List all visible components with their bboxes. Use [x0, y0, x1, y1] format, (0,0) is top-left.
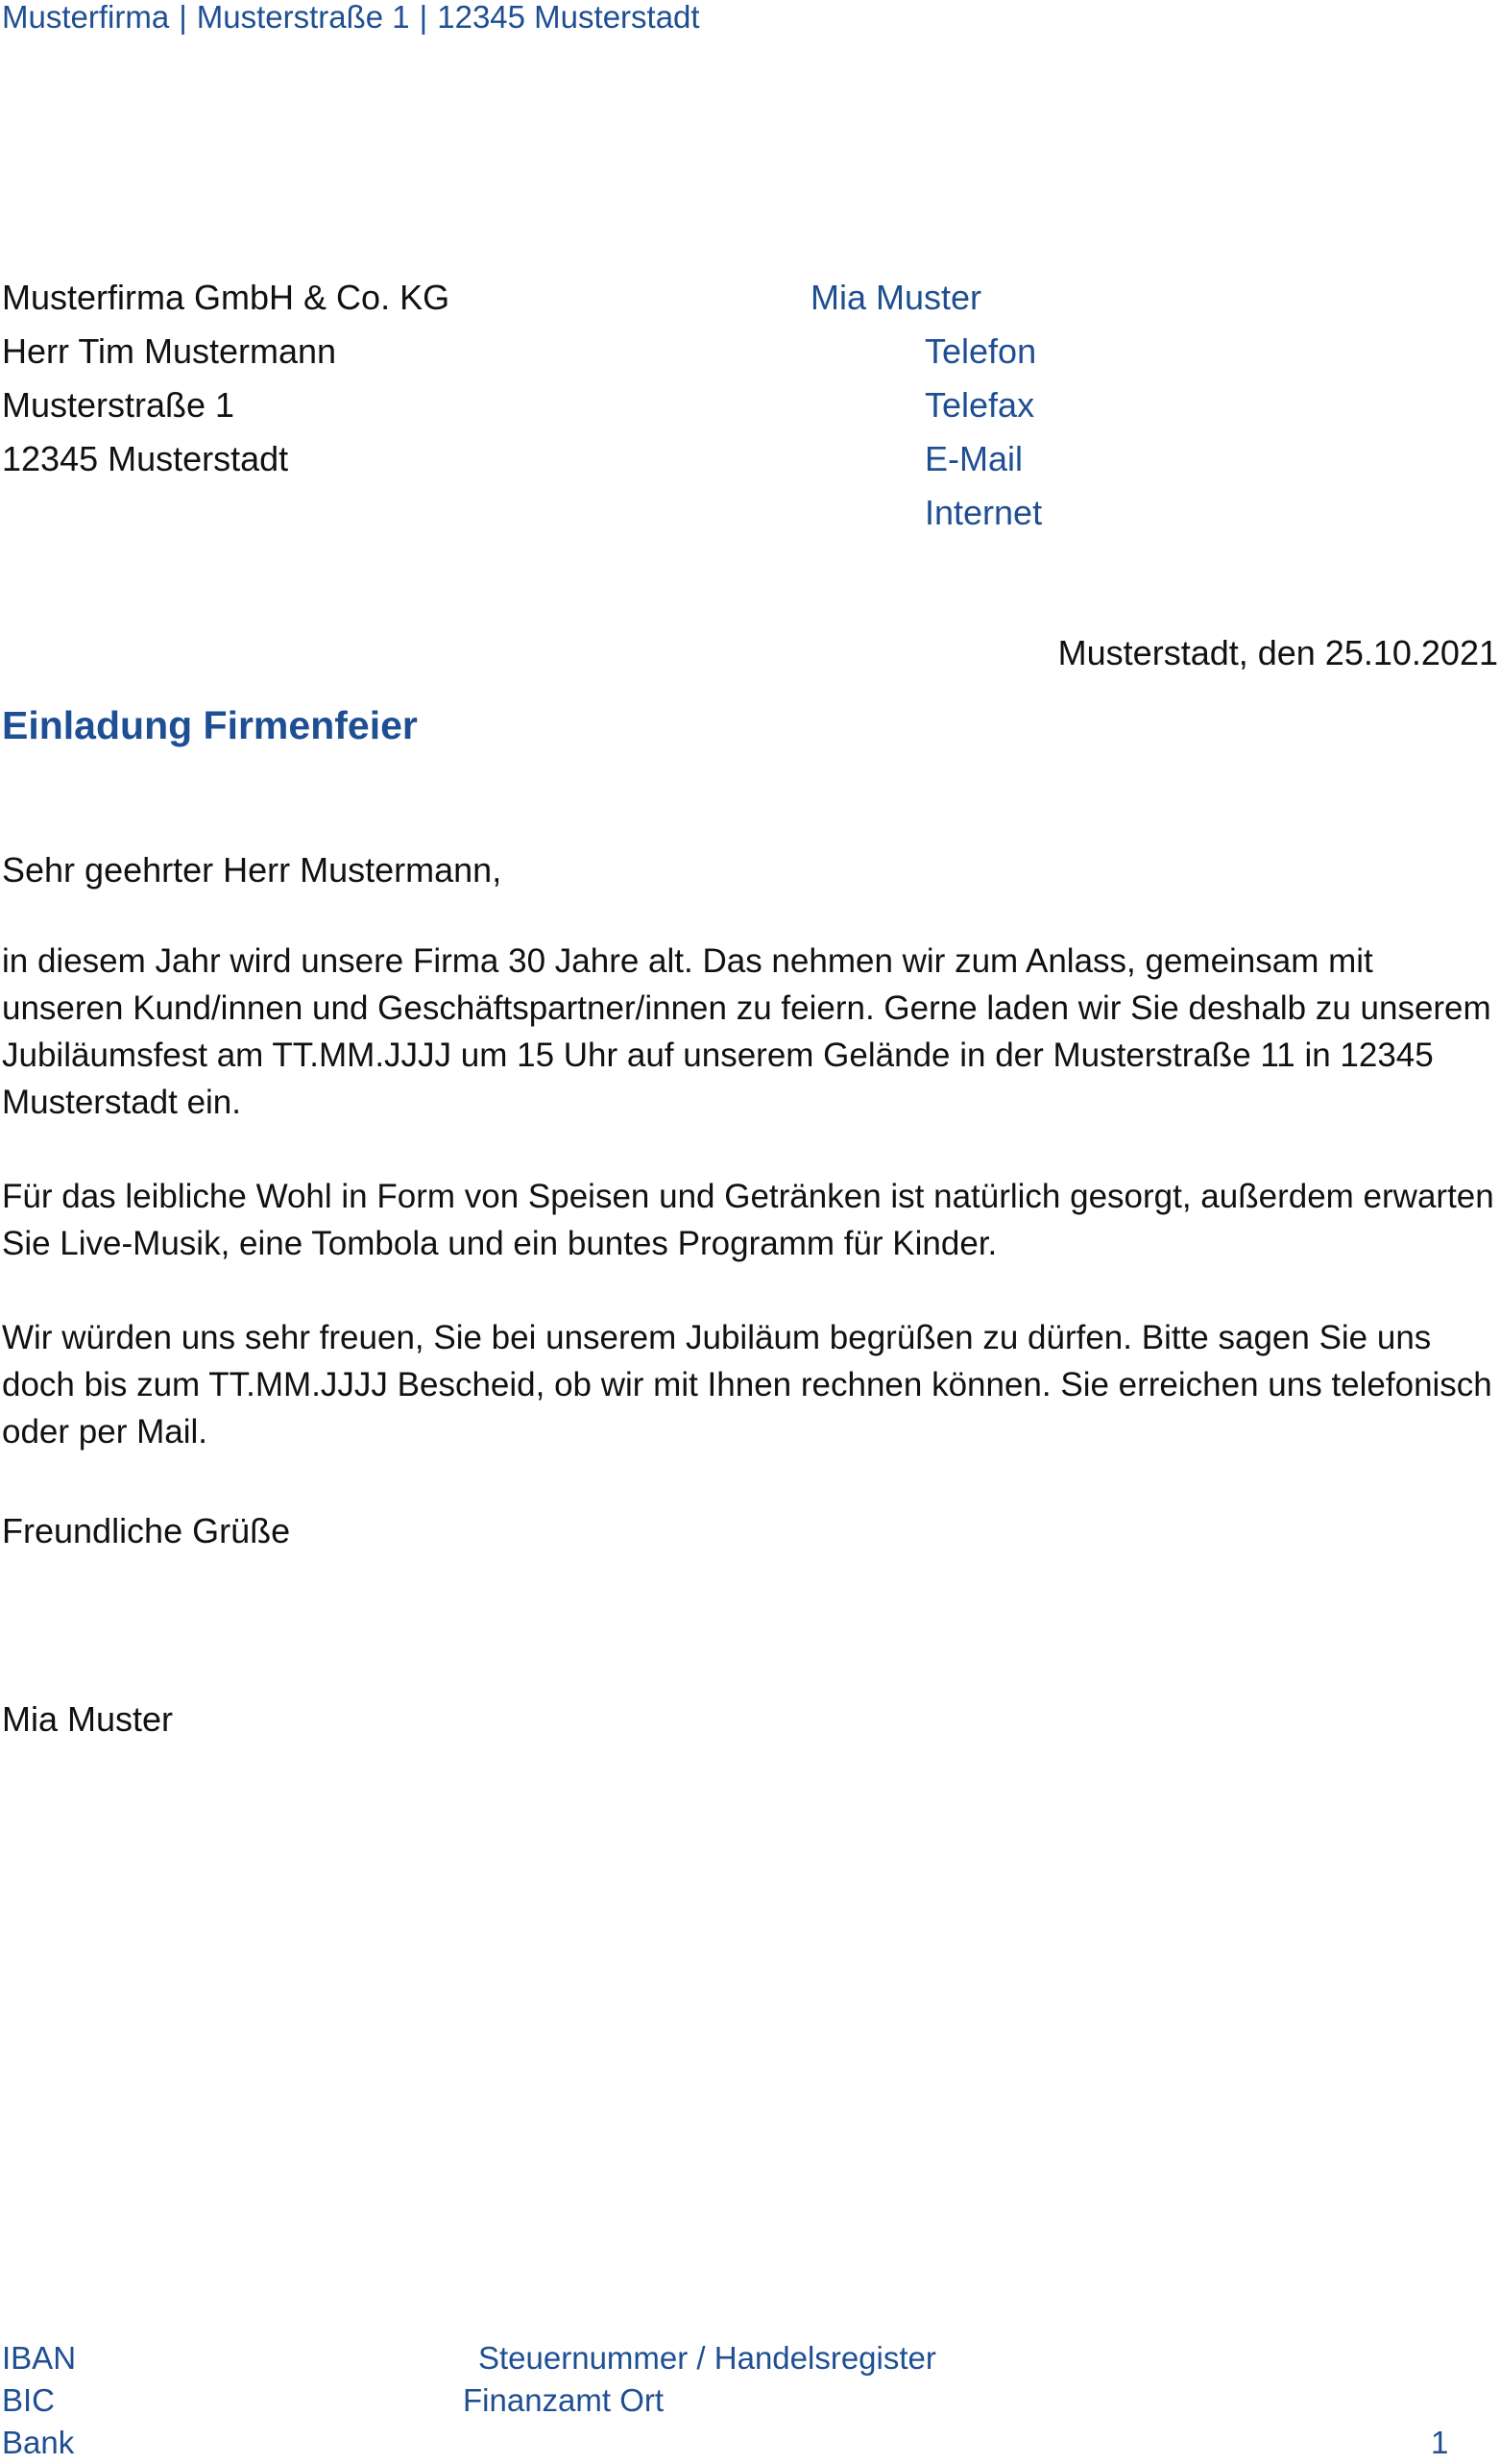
footer-bank-label: Bank — [2, 2425, 75, 2460]
salutation: Sehr geehrter Herr Mustermann, — [2, 850, 502, 890]
footer-bank-block — [2, 2337, 76, 2464]
closing: Freundliche Grüße — [2, 1511, 291, 1550]
footer-tax-office: Finanzamt Ort — [463, 2382, 665, 2418]
footer-iban-label: IBAN — [2, 2340, 77, 2376]
contact-info-block — [925, 325, 1042, 540]
separator: | — [179, 0, 187, 35]
sender-address-line — [2, 0, 700, 35]
page-number: 1 — [1431, 2425, 1449, 2460]
sender-street: Musterstraße 1 — [196, 0, 410, 35]
sender-company: Musterfirma — [2, 0, 170, 35]
recipient-city: 12345 Musterstadt — [2, 439, 289, 478]
contact-fax-label: Telefax — [925, 385, 1035, 425]
recipient-name: Herr Tim Mustermann — [2, 331, 337, 371]
contact-name: Mia Muster — [810, 278, 982, 317]
recipient-street: Musterstraße 1 — [2, 385, 235, 425]
letter-body — [2, 938, 1496, 1502]
sender-city: 12345 Musterstadt — [437, 0, 700, 35]
separator: | — [419, 0, 428, 35]
signature-name: Mia Muster — [2, 1699, 174, 1739]
body-paragraph: Für das leibliche Wohl in Form von Speisen und Getränken ist natürlich gesorgt, außerdem erwarten Sie Live-Musik, eine Tombola und ein buntes Programm für Kinder. — [2, 1178, 1494, 1262]
body-paragraph: in diesem Jahr wird unsere Firma 30 Jahre alt. Das nehmen wir zum Anlass, gemeinsam mit unseren Kund/innen und Geschäftspartner/innen zu feiern. Gerne laden wir Sie deshalb zu unserem Jubiläumsfest am TT.MM.JJJJ um 15 Uhr auf unserem Gelände in der Musterstraße 11 in 12345 Musterstadt ein. — [2, 942, 1491, 1121]
letter-subject: Einladung Firmenfeier — [2, 703, 418, 747]
footer-tax-label: Steuernummer / Handelsregister — [478, 2340, 936, 2376]
footer-bic-label: BIC — [2, 2382, 56, 2418]
contact-email-label: E-Mail — [925, 439, 1024, 478]
recipient-address-block — [2, 271, 449, 486]
contact-phone-label: Telefon — [925, 331, 1037, 371]
contact-web-label: Internet — [925, 493, 1043, 532]
date-line: Musterstadt, den 25.10.2021 — [1057, 633, 1498, 672]
recipient-company: Musterfirma GmbH & Co. KG — [2, 278, 450, 317]
body-paragraph: Wir würden uns sehr freuen, Sie bei unserem Jubiläum begrüßen zu dürfen. Bitte sagen Sie uns doch bis zum TT.MM.JJJJ Bescheid, ob wir mit Ihnen rechnen können. Sie erreichen uns telefonisch oder per Mail. — [2, 1319, 1492, 1451]
